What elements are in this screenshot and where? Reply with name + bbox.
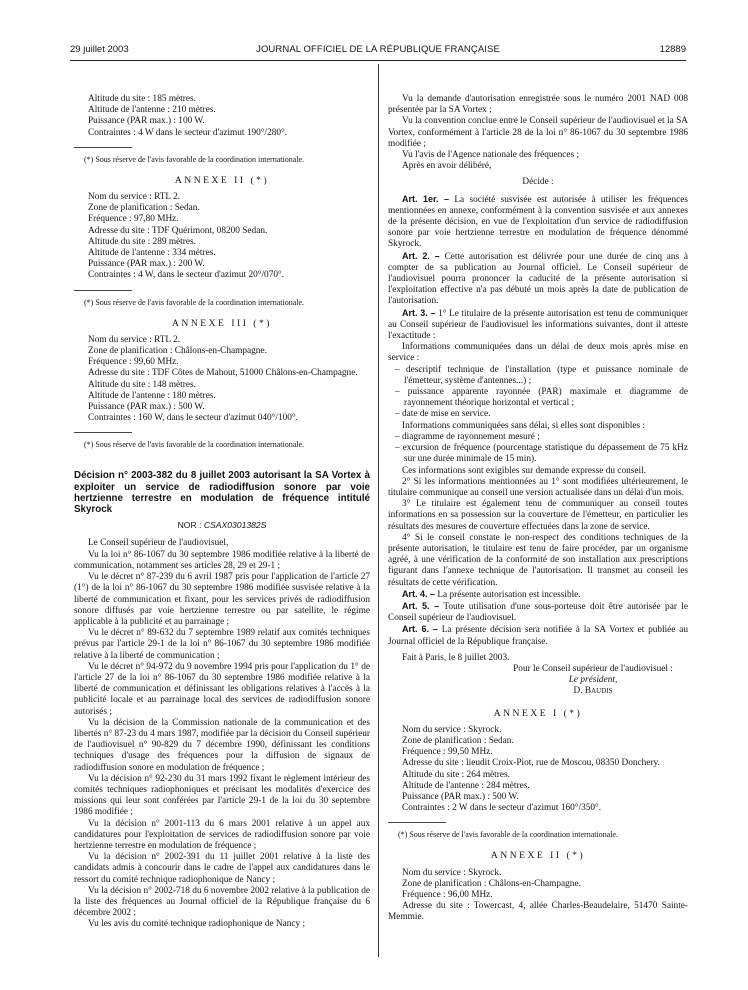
text-line: Altitude de l'antenne : 334 mètres.	[88, 248, 216, 259]
decide-line: Décide :	[522, 177, 554, 188]
text-line: Altitude du site : 264 mètres.	[402, 769, 510, 780]
list-item: – excursion de fréquence (pourcentage statistique du dépassement de 75 kHz sur une durée minimale de 15 min).	[395, 443, 688, 465]
paragraph: Informations communiquées sans délai, si elles sont disponibles :	[402, 420, 645, 431]
header-date: 29 juillet 2003	[70, 44, 129, 55]
paragraph: Vu la décision n° 2001-113 du 6 mars 2001 relative à un appel aux candidatures pour l'exploitation de services de radiodiffusion sonore par voie hertzienne terrestre en modulation de fréquence ;	[74, 818, 370, 851]
text-line: Zone de planification : Sedan.	[88, 203, 200, 214]
nor-reference	[74, 520, 370, 531]
text-line: Contraintes : 4 W, dans le secteur d'azimut 20°/070°.	[88, 270, 285, 281]
signature-role: Le président,	[568, 675, 618, 686]
text-line: Puissance (PAR max.) : 100 W.	[88, 116, 205, 127]
annex-title: ANNEXE III (*)	[171, 317, 272, 329]
signature-for: Pour le Conseil supérieur de l'audiovisuel :	[513, 663, 673, 674]
paragraph: Ces informations sont exigibles sur demande expresse du conseil.	[402, 465, 646, 476]
paragraph: Vu le décret n° 94-972 du 9 novembre 1994 pris pour l'application du 1° de l'article 27 de la loi n° 86-1067 du 30 septembre 1986 modifiée relative à la liberté de communication et définissant les obligations relatives à l'accès à la publicité locale et au parrainage local des services de radiodiffusion sonore autorisés ;	[74, 661, 370, 717]
separator	[388, 822, 446, 823]
footnote: (*) Sous réserve de l'avis favorable de la coordination internationale.	[398, 830, 619, 840]
text-line: Altitude du site : 185 mètres.	[88, 94, 196, 104]
text-line: Puissance (PAR max.) : 500 W.	[402, 791, 519, 802]
text-line: Altitude de l'antenne : 210 mètres.	[88, 105, 216, 116]
paragraph: Vu les avis du comité technique radiophonique de Nancy ;	[88, 919, 306, 930]
column-divider	[378, 64, 379, 957]
text-line: Zone de planification : Châlons-en-Champagne.	[402, 878, 581, 889]
paragraph: 3° Le titulaire est également tenu de communiquer au conseil toutes informations en sa possession sur la couverture de l'émetteur, en particulier les résultats des mesures de couverture effectuées dans la zone de service.	[388, 499, 688, 532]
article-label: Art. 6. –	[402, 624, 438, 635]
paragraph: Vu la demande d'autorisation enregistrée sous le numéro 2001 NAD 008 présentée par la SA Vortex ;	[388, 94, 688, 116]
article-text: La présente autorisation est incessible.	[437, 589, 581, 600]
paragraph: Vu la décision n° 92-230 du 31 mars 1992 fixant le règlement intérieur des comités techniques radiophoniques et précisant les modalités d'exercice des missions qui leur sont conférées par l'article 29-1 de la loi du 30 septembre 1986 modifiée ;	[74, 773, 370, 818]
text-line: Nom du service : RTL 2.	[88, 192, 181, 203]
header-page-number: 12889	[659, 44, 686, 55]
text-line: Adresse du site : TDF Quérimont, 08200 Sedan.	[88, 225, 268, 236]
annex-title: ANNEXE II (*)	[174, 174, 270, 186]
paragraph: Informations communiquées dans un délai de deux mois après mise en service :	[388, 342, 688, 364]
page-header	[70, 44, 686, 58]
article-label: Art. 2. –	[402, 250, 440, 261]
article-text: Toute utilisation d'une sous-porteuse doit être autorisée par le Conseil supérieur de l'audiovisuel.	[388, 601, 689, 624]
text-line: Contraintes : 160 W, dans le secteur d'azimut 040°/100°.	[88, 413, 298, 424]
paragraph: 2° Si les informations mentionnées au 1° sont modifiées ultérieurement, le titulaire communique au conseil une version actualisée dans un délai d'un mois.	[388, 476, 688, 498]
text-line: Zone de planification : Châlons-en-Champagne.	[88, 346, 267, 357]
article-label: Art. 3. –	[402, 307, 436, 318]
text-line: Adresse du site : lieudit Croix-Piot, rue de Moscou, 08350 Donchery.	[402, 758, 660, 769]
list-item: – diagramme de rayonnement mesuré ;	[395, 431, 540, 442]
text-line: Nom du service : Skyrock.	[402, 867, 502, 878]
text-line: Zone de planification : Sedan.	[402, 735, 514, 746]
article-2	[388, 251, 688, 308]
list-item: – puissance apparente rayonnée (PAR) maximale et diagramme de rayonnement théorique horizontal et vertical ;	[395, 387, 688, 409]
right-column	[388, 94, 688, 924]
text-line: Fréquence : 99,60 MHz.	[88, 357, 179, 368]
paragraph: Vu la convention conclue entre le Conseil supérieur de l'audiovisuel et la SA Vortex, conformément à l'article 28 de la loi n° 86-1067 du 30 septembre 1986 modifiée ;	[388, 116, 688, 149]
list-item: – descriptif technique de l'installation (type et puissance nominale de l'émetteur, système d'antennes...) ;	[395, 364, 688, 386]
text-line: Fréquence : 97,80 MHz.	[88, 214, 179, 225]
paragraph: Vu le décret n° 89-632 du 7 septembre 1989 relatif aux comités techniques prévus par l'article 29-1 de la loi n° 86-1067 du 30 septembre 1986 modifiée relative à la liberté de communication ;	[74, 628, 370, 661]
paragraph: Vu l'avis de l'Agence nationale des fréquences ;	[402, 150, 580, 161]
paragraph: Vu la loi n° 86-1067 du 30 septembre 1986 modifiée relative à la liberté de communication, notamment ses articles 28, 29 et 29-1 ;	[74, 549, 370, 571]
annex-title: ANNEXE II (*)	[490, 850, 586, 862]
paragraph: Le Conseil supérieur de l'audiovisuel,	[88, 538, 229, 549]
nor-label: NOR :	[177, 520, 202, 531]
nor-code: CSAX0301382S	[203, 520, 267, 531]
text-line: Altitude du site : 289 mètres.	[88, 236, 196, 247]
paragraph: Vu la décision n° 2002-391 du 11 juillet 2001 relative à la liste des candidats admis à concourir dans le cadre de l'appel aux candidatures dans le ressort du comité technique radiophonique de Nancy ;	[74, 852, 370, 885]
footnote: (*) Sous réserve de l'avis favorable de la coordination internationale.	[84, 440, 305, 450]
text-line: Adresse du site : TDF Côtes de Mahout, 51000 Châlons-en-Champagne.	[88, 368, 358, 379]
text-line: Puissance (PAR max.) : 500 W.	[88, 402, 205, 413]
text-line: Contraintes : 4 W dans le secteur d'azimut 190°/280°.	[88, 127, 288, 138]
article-text: La présente décision sera notifiée à la SA Vortex et publiée au Journal officiel de la République française.	[388, 625, 688, 647]
separator	[74, 290, 132, 291]
separator	[74, 147, 132, 148]
text-line: Puissance (PAR max.) : 200 W.	[88, 259, 205, 270]
paragraph: Vu la décision n° 2002-718 du 6 novembre 2002 relative à la publication de la liste des fréquences au Journal officiel de la République française du 6 décembre 2002 ;	[74, 885, 370, 919]
article-label: Art. 4. –	[402, 588, 436, 599]
article-1	[388, 194, 688, 251]
separator	[74, 432, 132, 433]
text-line: Altitude de l'antenne : 180 mètres.	[88, 390, 216, 401]
text-line: Altitude de l'antenne : 284 mètres.	[402, 780, 530, 791]
article-text: La société susvisée est autorisée à utiliser les fréquences mentionnées en annexe, conformément à la convention susvisée et aux annexes de la présente décision, en vue de l'exploitation d'un service de radiodiffusion sonore par voie hertzienne terrestre en modulation de fréquence dénommé Skyrock.	[388, 194, 688, 250]
text-line: Nom du service : Skyrock.	[402, 724, 502, 735]
text-line: Nom du service : RTL 2.	[88, 334, 181, 345]
article-text: 1° Le titulaire de la présente autorisation est tenu de communiquer au Conseil supérieur de l'audiovisuel les informations suivantes, dont il atteste l'exactitude :	[388, 308, 689, 342]
paragraph: Vu le décret n° 87-239 du 6 avril 1987 pris pour l'application de l'article 27 (1°) de la loi n° 86-1067 du 30 septembre 1986 modifiée susvisée relative à la liberté de communication et fixant, pour les services privés de radiodiffusion sonore diffusés par voie hertzienne terrestre ou par satellite, le régime applicable à la publicité et au parrainage ;	[74, 572, 370, 627]
text-line: Fréquence : 96,00 MHz.	[402, 890, 493, 900]
text-line: Contraintes : 2 W dans le secteur d'azimut 160°/350°.	[402, 803, 602, 814]
header-title: JOURNAL OFFICIEL DE LA RÉPUBLIQUE FRANÇAISE	[256, 44, 500, 55]
article-4	[388, 589, 688, 601]
text-line: Adresse du site : Towercast, 4, allée Charles-Beaudelaire, 51470 Sainte-Memmie.	[388, 901, 688, 923]
header-rule	[70, 60, 686, 61]
article-text: Cette autorisation est délivrée pour une durée de cinq ans à compter de sa publication au Journal officiel. Le Conseil supérieur de l'audiovisuel pourra prononcer la caducité de la présente autorisation si l'exploitation effective n'a pas débuté un mois après la date de publication de l'autorisation.	[388, 251, 689, 307]
left-column	[74, 94, 370, 931]
paragraph: 4° Si le conseil constate le non-respect des conditions techniques de la présente autorisation, le titulaire est tenu de faire procéder, par un organisme agréé, à une vérification de la conformité de son installation aux prescriptions figurant dans l'annexe technique de l'autorisation. Il transmet au conseil les résultats de cette vérification.	[388, 532, 688, 588]
article-5	[388, 601, 688, 624]
text-line: Fréquence : 99,50 MHz.	[402, 747, 493, 758]
signature-name: D. Baudis	[573, 686, 613, 697]
article-label: Art. 5. –	[402, 600, 440, 611]
decision-title: Décision n° 2003-382 du 8 juillet 2003 autorisant la SA Vortex à exploiter un service de radiodiffusion sonore par voie hertzienne terrestre en modulation de fréquence intitulé Skyrock	[74, 470, 370, 516]
article-label: Art. 1er. –	[402, 193, 450, 204]
annex-title: ANNEXE I (*)	[493, 707, 583, 719]
article-6	[388, 624, 688, 647]
list-item: – date de mise en service.	[395, 409, 491, 420]
footnote: (*) Sous réserve de l'avis favorable de la coordination internationale.	[84, 154, 305, 164]
done-at: Fait à Paris, le 8 juillet 2003.	[402, 652, 510, 663]
paragraph: Vu la décision de la Commission nationale de la communication et des libertés n° 87-23 du 4 mars 1987, modifiée par la décision du Conseil supérieur de l'audiovisuel n° 90-829 du 7 décembre 1990, définissant les conditions techniques d'usage des fréquences pour la diffusion de signaux de radiodiffusion sonore en modulation de fréquence ;	[74, 717, 370, 773]
article-3	[388, 308, 688, 343]
text-line: Altitude du site : 148 mètres.	[88, 379, 196, 390]
paragraph: Après en avoir délibéré,	[402, 161, 492, 172]
footnote: (*) Sous réserve de l'avis favorable de la coordination internationale.	[84, 297, 305, 307]
